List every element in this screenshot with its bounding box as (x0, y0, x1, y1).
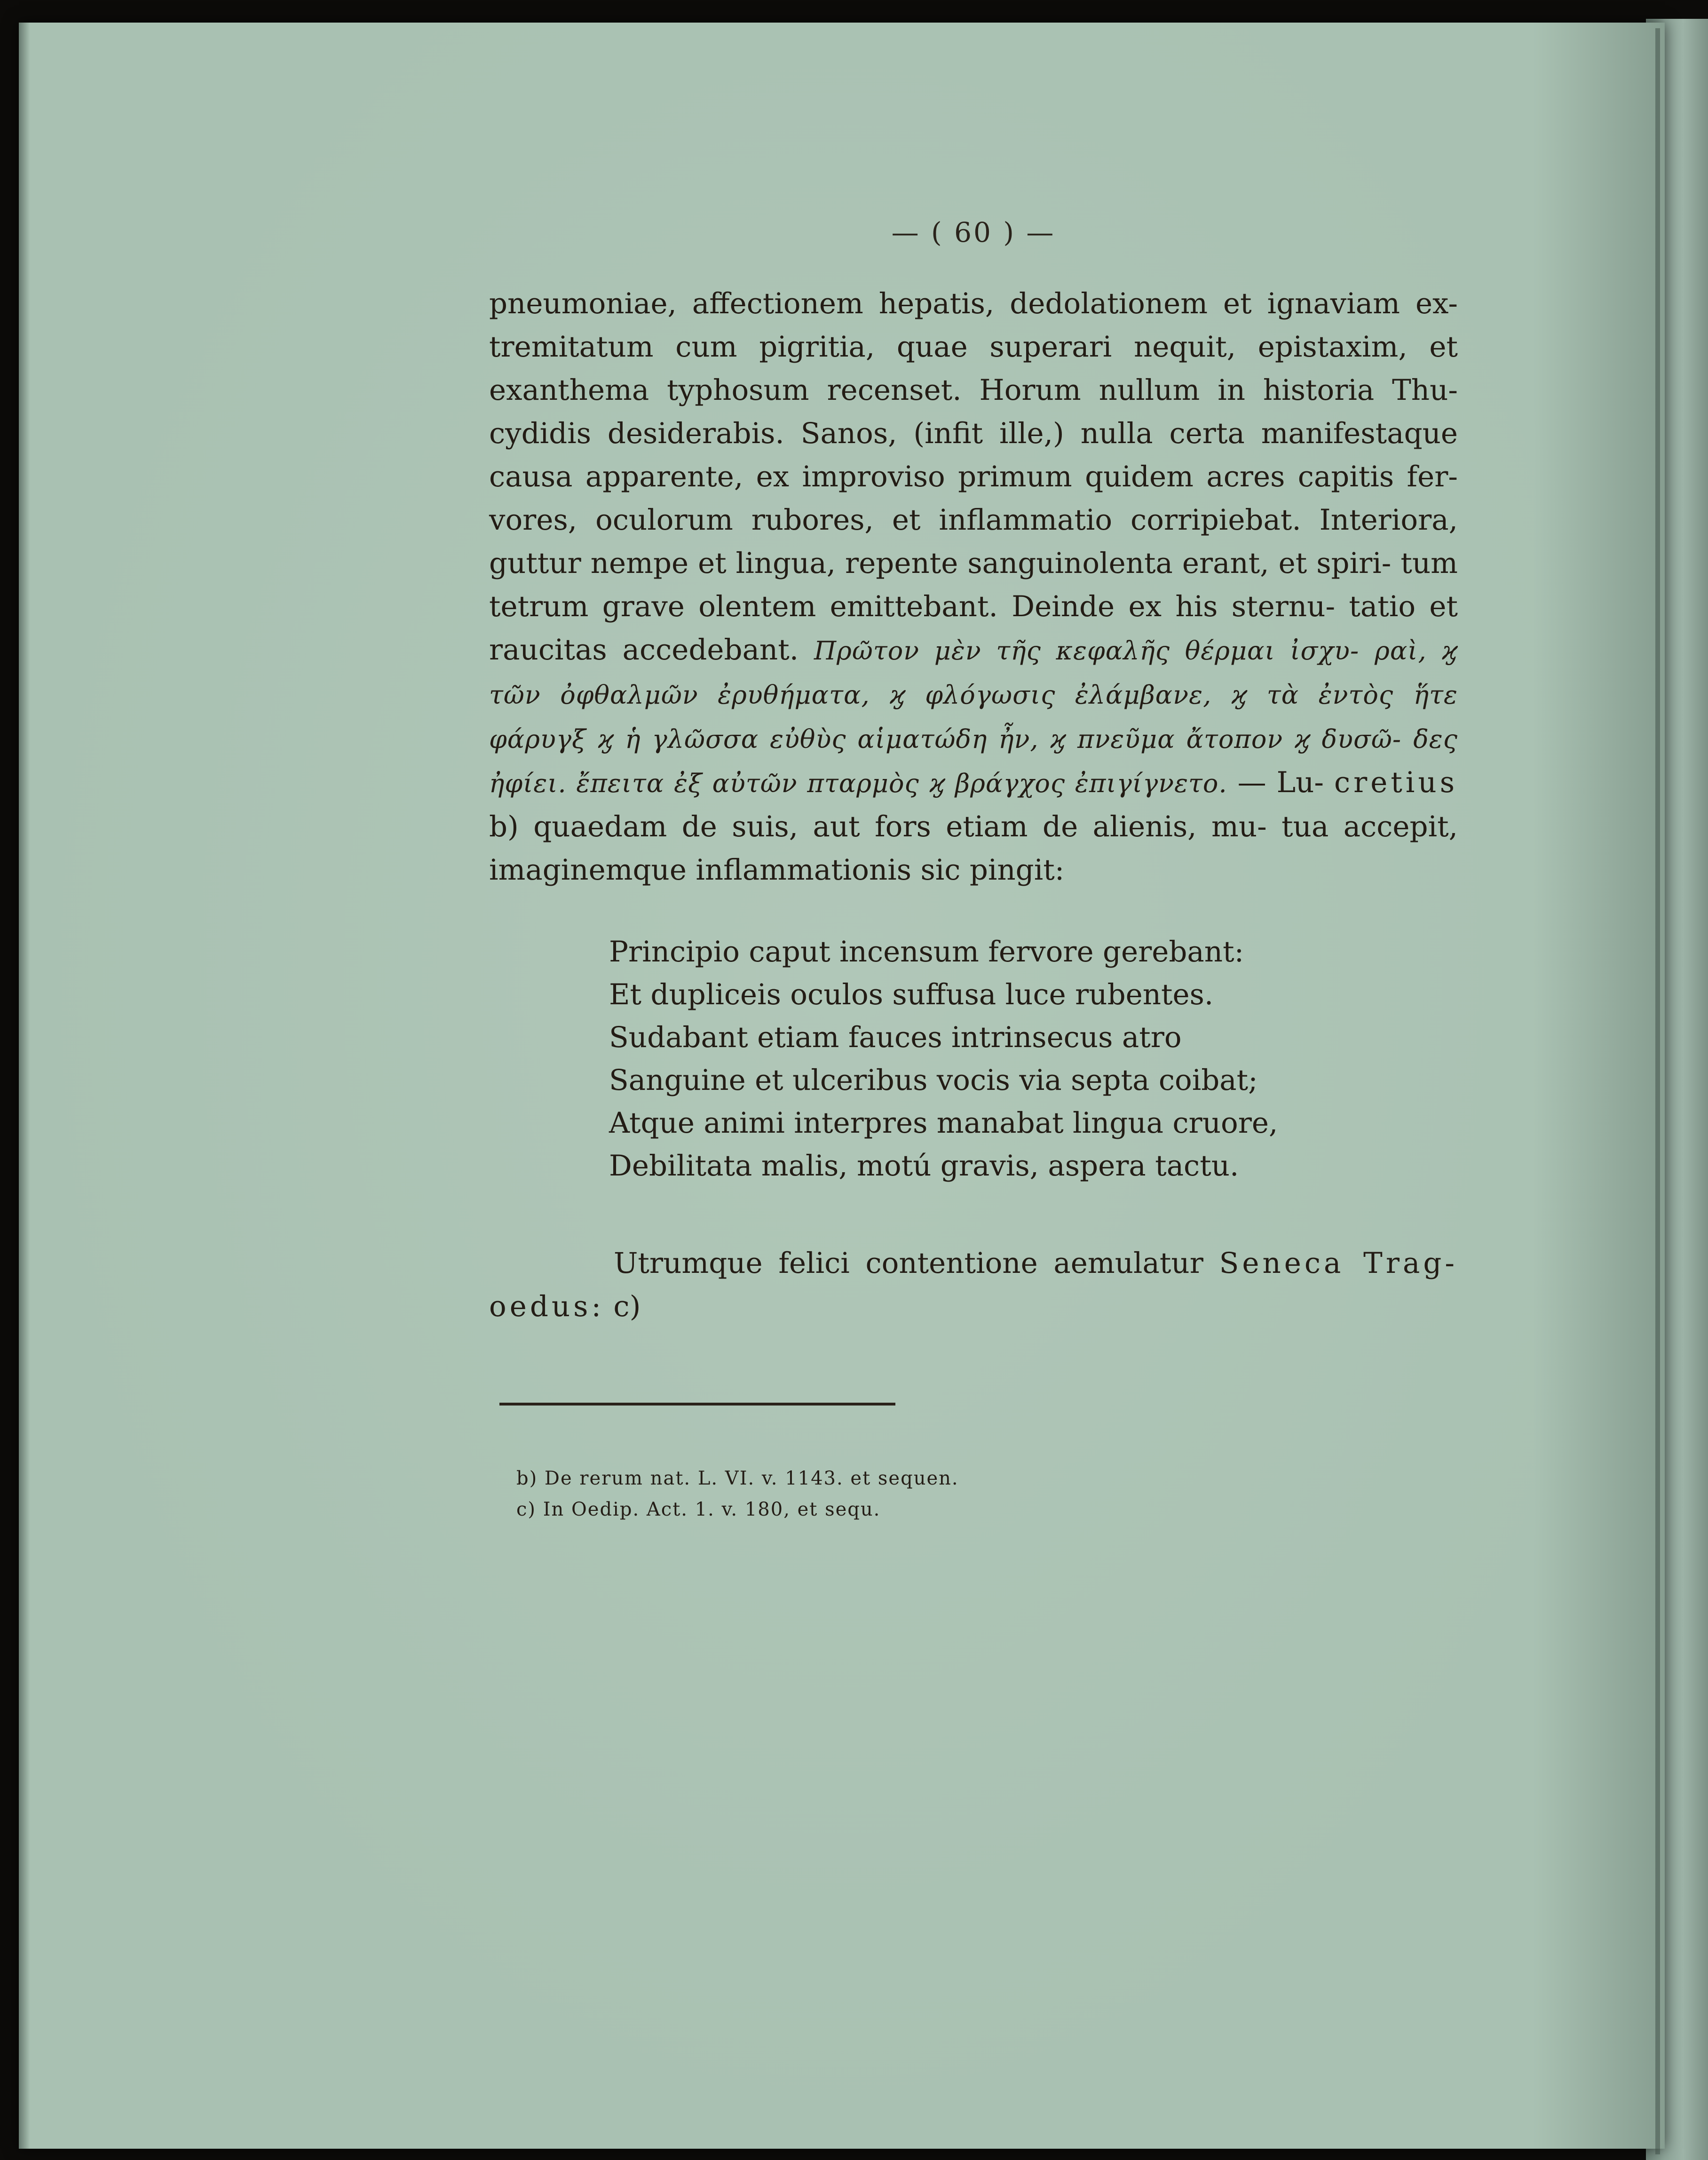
text-line: guttur nempe et lingua, repente sanguinolenta erant, et spiri- (489, 547, 1392, 580)
verse-line: Principio caput incensum fervore gerebant: (609, 935, 1244, 969)
text-line: — Lu- (1237, 766, 1324, 799)
footnote-c: c) In Oedip. Act. 1. v. 180, et sequ. (516, 1499, 881, 1520)
verse-line: Sanguine et ulceribus vocis via septa coibat; (609, 1064, 1258, 1097)
author-name: cretius (1334, 766, 1458, 799)
binding-fold (1655, 28, 1660, 2154)
text-line: exanthema typhosum recenset. Horum nullum in historia Thu- (489, 373, 1458, 407)
text-line: cydidis desiderabis. Sanos, (infit ille,) nulla certa manifestaque (489, 417, 1458, 450)
paragraph-latin-greek (489, 282, 1458, 892)
page-number: — ( 60 ) — (891, 216, 1056, 248)
verse-line: Atque animi interpres manabat lingua cruore, (609, 1106, 1278, 1140)
text-segment: Utrumque felici contentione aemulatur (614, 1247, 1203, 1280)
greek-quote: ἥτε φάρυγξ ϗ ἡ γλῶσσα εὐθὺς αἱματώδη ἦν, ϗ πνεῦμα ἄτοπον ϗ δυσῶ- (489, 680, 1458, 754)
greek-quote: δες ἠφίει. ἔπειτα ἐξ αὐτῶν πταρμὸς ϗ βράγχος ἐπιγίγνετο. (489, 724, 1458, 798)
greek-quote: ραὶ, ϗ τῶν ὀφθαλμῶν ἐρυθήματα, ϗ φλόγωσις ἐλάμβανε, ϗ τὰ ἐντὸς (489, 636, 1458, 710)
text-line (489, 1290, 640, 1323)
verse-line: Et dupliceis oculos suffusa luce rubentes. (609, 978, 1214, 1011)
text-line: causa apparente, ex improviso primum quidem acres capitis fer- (489, 460, 1458, 493)
text-line: tua accepit, imaginemque inflammationis sic pingit: (489, 810, 1458, 887)
text-line: tremitatum cum pigritia, quae superari nequit, epistaxim, et (489, 330, 1458, 364)
verse-line: Debilitata malis, motú gravis, aspera tactu. (609, 1149, 1239, 1183)
text-line: tatio et raucitas accedebant. (489, 590, 1458, 667)
verse-line: Sudabant etiam fauces intrinsecus atro (609, 1021, 1182, 1054)
footnotes (516, 1463, 1175, 1525)
main-paragraph (489, 282, 1458, 892)
author-name: Seneca Trag- (1219, 1247, 1458, 1280)
closing-paragraph (489, 1242, 1458, 1328)
verse-quotation (609, 930, 1361, 1187)
text-line (489, 1242, 1458, 1285)
page-left-edge (19, 23, 30, 2149)
footnote-ref: c) (613, 1290, 641, 1323)
author-name: oedus: (489, 1290, 605, 1323)
greek-quote: Πρῶτον μὲν τῆς κεφαλῆς θέρμαι ἰσχυ- (814, 636, 1360, 666)
text-line: b) quaedam de suis, aut fors etiam de alienis, mu- (489, 810, 1267, 843)
footnote-b: b) De rerum nat. L. VI. v. 1143. et sequen. (516, 1468, 959, 1489)
text-line: tum tetrum grave olentem emittebant. Deinde ex his sternu- (489, 547, 1458, 623)
text-line: vores, oculorum rubores, et inflammatio corripiebat. Interiora, (489, 503, 1458, 537)
text-line: pneumoniae, affectionem hepatis, dedolationem et ignaviam ex- (489, 287, 1458, 320)
footnote-rule (499, 1403, 895, 1406)
